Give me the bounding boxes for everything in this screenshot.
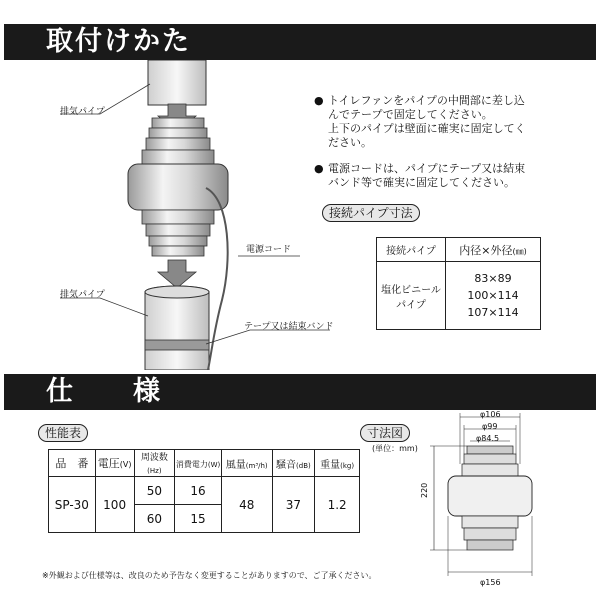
dim-d84: φ84.5 bbox=[476, 434, 500, 443]
header-frequency: 周波数(Hz) bbox=[134, 450, 175, 477]
instruction-1-line: 上下のパイプは壁面に確実に固定してく bbox=[328, 122, 526, 135]
performance-label: 性能表 bbox=[38, 424, 88, 442]
header-power: 消費電力(W) bbox=[175, 450, 222, 477]
bullet-mark: ● bbox=[314, 94, 324, 107]
dimension-drawing bbox=[420, 404, 560, 594]
header-weight: 重量(kg) bbox=[315, 450, 360, 477]
performance-table bbox=[48, 449, 360, 533]
pipe-name-cell: 塩化ビニール パイプ bbox=[377, 262, 446, 330]
pipe-header-name: 接続パイプ bbox=[377, 238, 446, 262]
label-tape: テープ又は結束バンド bbox=[244, 322, 334, 332]
dim-d99: φ99 bbox=[482, 422, 498, 431]
instruction-1-line: トイレファンをパイプの中間部に差し込 bbox=[328, 94, 525, 107]
pipe-header-size: 内径×外径(㎜) bbox=[446, 238, 541, 262]
label-exhaust-pipe-bottom: 排気パイプ bbox=[60, 290, 105, 300]
lower-exhaust-pipe bbox=[145, 292, 209, 370]
instruction-2-line: 電源コードは、パイプにテープ又は結束 bbox=[328, 162, 526, 175]
footnote: ※外観および仕様等は、改良のため予告なく変更することがありますので、ご了承ください。 bbox=[42, 571, 377, 580]
cell-model: SP-30 bbox=[49, 477, 96, 533]
instruction-1-line: んでテープで固定してください。 bbox=[328, 108, 493, 121]
label-exhaust-pipe-top: 排気パイプ bbox=[60, 107, 105, 117]
dim-d156: φ156 bbox=[480, 578, 501, 587]
instruction-1-line: ださい。 bbox=[328, 136, 372, 149]
instruction-2-line: バンド等で確実に固定してください。 bbox=[328, 176, 515, 189]
pipe-size-table bbox=[376, 237, 541, 330]
label-power-cord: 電源コード bbox=[246, 245, 292, 255]
dimension-unit: (単位：mm) bbox=[372, 444, 418, 453]
dim-height: 220 bbox=[420, 482, 429, 498]
fan-top-collar bbox=[152, 118, 204, 128]
header-noise: 騒音(dB) bbox=[272, 450, 315, 477]
upper-exhaust-pipe bbox=[148, 60, 206, 105]
cell-power-50: 16 bbox=[175, 477, 222, 505]
section-title-specs: 仕 様 bbox=[46, 376, 162, 407]
header-voltage: 電圧(V) bbox=[95, 450, 134, 477]
section-title-installation: 取付けかた bbox=[46, 26, 191, 57]
cell-freq-50: 50 bbox=[134, 477, 175, 505]
tape-band bbox=[145, 340, 209, 350]
cell-noise: 37 bbox=[272, 477, 315, 533]
pipe-sizes-cell: 83×89 100×114 107×114 bbox=[446, 262, 541, 330]
dim-d106: φ106 bbox=[480, 410, 501, 419]
insert-arrow-bottom-icon bbox=[158, 260, 196, 288]
cell-airflow: 48 bbox=[221, 477, 272, 533]
section-banner-installation bbox=[4, 24, 596, 60]
dimension-label: 寸法図 bbox=[360, 424, 410, 442]
cell-power-60: 15 bbox=[175, 505, 222, 533]
bullet-mark: ● bbox=[314, 162, 324, 175]
cell-freq-60: 60 bbox=[134, 505, 175, 533]
cell-voltage: 100 bbox=[95, 477, 134, 533]
fan-main-body bbox=[128, 164, 228, 210]
cell-weight: 1.2 bbox=[315, 477, 360, 533]
pipe-size-label: 接続パイプ寸法 bbox=[322, 204, 420, 222]
header-model: 品 番 bbox=[49, 450, 96, 477]
header-airflow: 風量(m³/h) bbox=[221, 450, 272, 477]
